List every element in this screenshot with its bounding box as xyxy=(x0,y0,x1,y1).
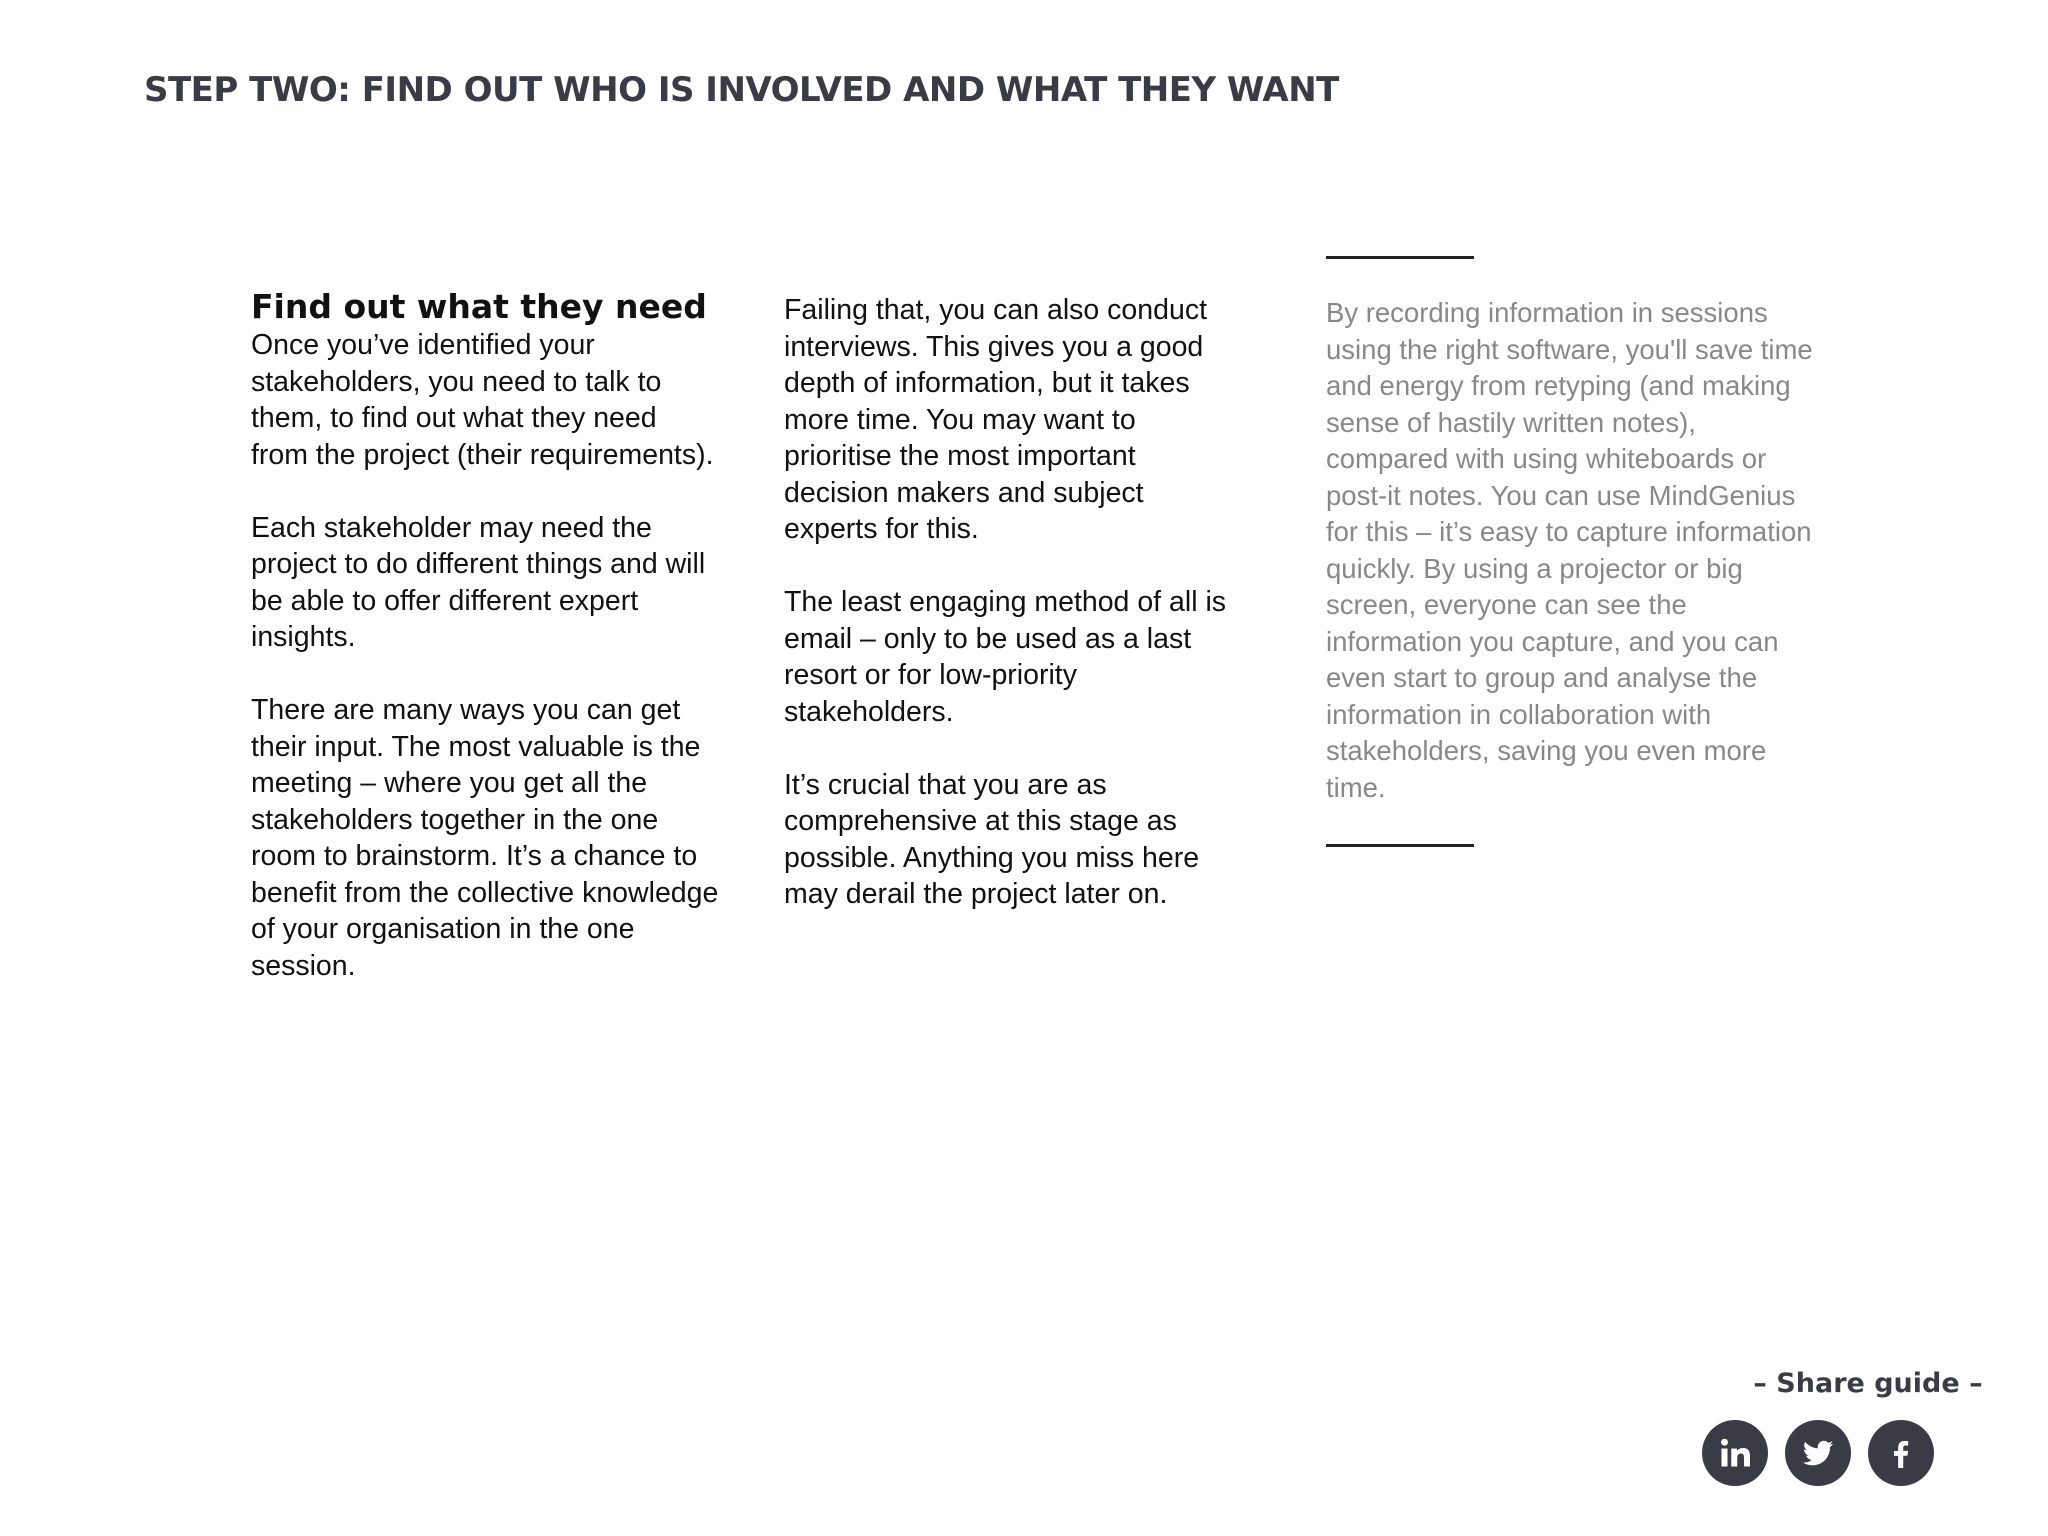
column-find-out-what-they-need xyxy=(251,287,721,984)
paragraph: Each stakeholder may need the project to do different things and will be able to offer different expert insights. xyxy=(251,511,706,653)
paragraph: The least engaging method of all is email – only to be used as a last resort or for low-priority stakeholders. xyxy=(784,586,1227,728)
linkedin-icon[interactable] xyxy=(1702,1420,1768,1486)
sidebar-text: By recording information in sessions using the right software, you'll save time and energy from retyping (and making sense of hastily written notes), compared with using whiteboards or post-it notes. You can use MindGenius for this – it’s easy to capture information quickly. By using a projector or big screen, everyone can see the information you capture, and you can even start to group and analyse the information in collaboration with stakeholders, saving you even more time. xyxy=(1326,297,1813,803)
divider xyxy=(1326,256,1474,259)
share-label: – Share guide – xyxy=(1753,1368,1983,1399)
share-guide xyxy=(1746,1368,1986,1423)
twitter-icon[interactable] xyxy=(1785,1420,1851,1486)
share-icons xyxy=(1702,1420,1934,1486)
divider xyxy=(1326,844,1474,847)
section-heading: Find out what they need xyxy=(251,287,707,326)
paragraph: It’s crucial that you are as comprehensive at this stage as possible. Anything you miss here may derail the project later on. xyxy=(784,768,1200,910)
page-title: STEP TWO: FIND OUT WHO IS INVOLVED AND WHAT THEY WANT xyxy=(144,70,1339,110)
facebook-icon[interactable] xyxy=(1868,1420,1934,1486)
paragraph: There are many ways you can get their input. The most valuable is the meeting – where you get all the stakeholders together in the one room to brainstorm. It’s a chance to benefit from the collective knowledge of your organisation in the one session. xyxy=(251,694,719,982)
paragraph: Once you’ve identified your stakeholders, you need to talk to them, to find out what they need from the project (their requirements). xyxy=(251,329,714,471)
sidebar-callout xyxy=(1326,256,1816,847)
paragraph: Failing that, you can also conduct interviews. This gives you a good depth of information, but it takes more time. You may want to prioritise the most important decision makers and subject experts for this. xyxy=(784,294,1208,545)
column-interviews xyxy=(784,292,1234,913)
